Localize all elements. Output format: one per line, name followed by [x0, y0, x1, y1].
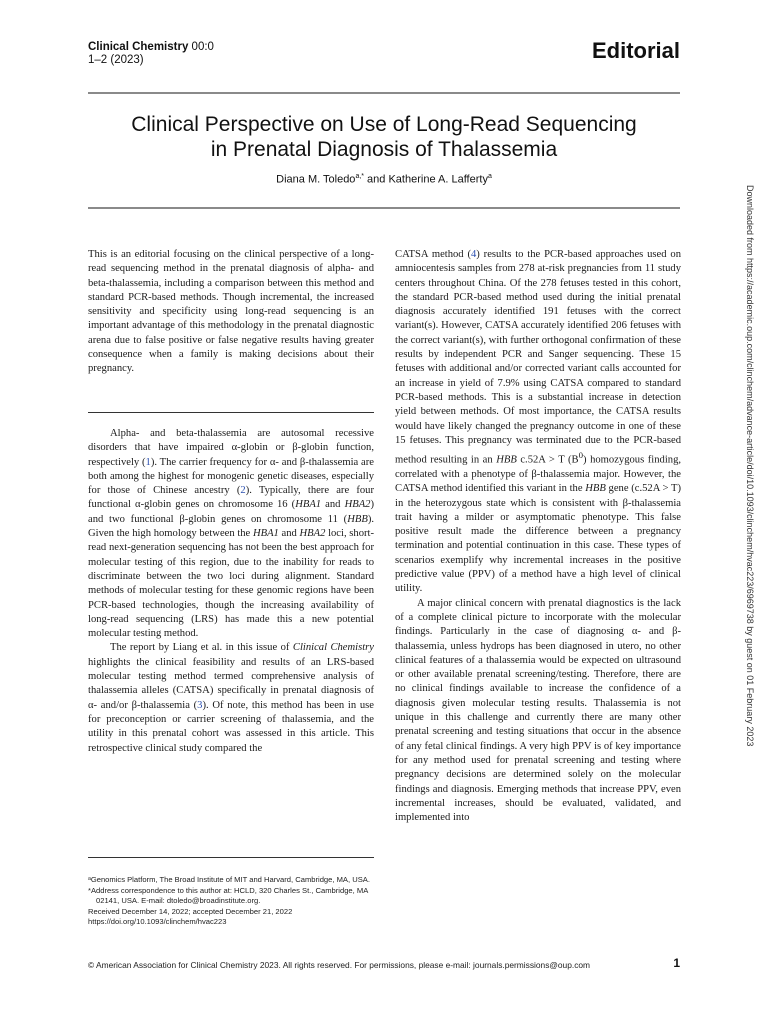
journal-volume: 00:0 [191, 41, 214, 53]
journal-header [88, 41, 214, 67]
abstract-separator [88, 412, 374, 413]
right-column-body [395, 248, 681, 825]
author-2: Katherine A. Lafferty [388, 173, 488, 186]
citation-link[interactable]: 1 [145, 456, 151, 468]
footnotes [88, 875, 378, 928]
footnote-separator [88, 857, 374, 858]
footnote-affiliation: ᵃGenomics Platform, The Broad Institute of MIT and Harvard, Cambridge, MA, USA. [88, 875, 370, 884]
title-line-1: Clinical Perspective on Use of Long-Read Sequencing [131, 113, 637, 136]
section-label: Editorial [591, 38, 680, 63]
body-paragraph: A major clinical concern with prenatal diagnostics is the lack of a complete clinical picture to incorporate with the molecular findings. Particularly in the case of diagnosing α- and β-thalassemia, unless hydrops has been diagnosed in utero, no other clinical features of a thalassemia would be expected on ultrasound or other available prenatal screening/testing. Therefore, there are no clinical findings available to increase the confidence of a diagnosis given molecular testing results. Thalassemia is not unique in this challenge and currently there are many other prenatal screening and testing situations that occur in the absence of any fetal clinical findings. A very high PPV is of key importance for any method used for prenatal screening and testing where pregnancy decisions are determined solely on the molecular findings and diagnosis. Emerging methods that increase PPV, even incremental increases, should be evaluated, validated, and implemented into [395, 597, 681, 824]
citation-link[interactable]: 3 [197, 699, 203, 711]
author-2-marks: a [487, 173, 492, 180]
author-list [88, 173, 680, 186]
download-watermark: Downloaded from https://academic.oup.com/clinchem/advance-article/doi/10.1093/clinchem/hvac223/6969738 by guest on 01 February 2023 [745, 185, 755, 747]
abstract-text: This is an editorial focusing on the clinical perspective of a long-read sequencing method in the prenatal diagnosis of alpha- and beta-thalassemia, including a comparison between this method and standard PCR-based methods. Though incremental, the increased sensitivity and specificity using long-read sequencing is an important advantage of this methodology in the prenatal diagnostic arena due to false positive or false negative results having greater consequence when a family is making decisions about their pregnancy. [88, 249, 374, 375]
page-number: 1 [673, 956, 680, 970]
footnote-correspondence: *Address correspondence to this author at: HCLD, 320 Charles St., Cambridge, MA 02141, USA. E-mail: dtoledo@broadinstitute.org. [88, 885, 368, 905]
body-paragraph: CATSA method (4) results to the PCR-based approaches used on amniocentesis samples from 278 at-risk pregnancies from 11 study centers throughout China. Of the 278 fetuses tested in this cohort, the standard PCR-based method used during the initial prenatal diagnosis accurately identified 191 fetuses with the correct variant(s). However, CATSA accurately identified 206 fetuses with the correct variant(s), with further orthogonal confirmation of these results by independent PCR and Sanger sequencing. These 15 fetuses with additional and/or corrected variant calls accounted for an increase in yield of 7.9% using CATSA compared to standard PCR-based methods. This is a substantial increase in detection yield between methods. Of most importance, the CATSA results would have likely changed the pregnancy outcome in one of these 15 fetuses. This pregnancy was terminated due to the PCR-based method resulting in an HBB c.52A > T $(B^0)$ homozygous finding, correlated with a phenotype of β-thalassemia major. However, the CATSA method identified this variant in the HBB gene (c.52A > T) in the heterozygous state which is consistent with β-thalassemia trait having a milder or asymptomatic phenotype. This false positive result made the difference between a pregnancy termination and potential continuation in this case. These types of scenarios exemplify why incremental increases in the positive predictive value (PPV) of a method have a high level of clinical utility. [395, 249, 682, 595]
author-1: Diana M. Toledo [276, 173, 356, 186]
top-rule [88, 92, 680, 94]
copyright-notice: © American Association for Clinical Chemistry 2023. All rights reserved. For permissions, please e-mail: journals.permissions@oup.com [88, 960, 591, 970]
journal-pages: 1–2 (2023) [88, 54, 144, 66]
authors-and: and [364, 173, 389, 186]
abstract [88, 248, 374, 377]
article-title [88, 112, 680, 162]
citation-link[interactable]: 4 [471, 249, 477, 260]
footnote-dates: Received December 14, 2022; accepted December 21, 2022 [88, 906, 293, 916]
body-paragraph: Alpha- and beta-thalassemia are autosomal recessive disorders that have impaired α-globin or β-globin function, respectively (1). The carrier frequency for α- and β-thalassemia are both among the highest for monogenic genetic diseases, especially for those of Chinese ancestry (2). Typically, there are four functional α-globin genes on chromosome 16 (HBA1 and HBA2) and two functional β-globin genes on chromosome 11 (HBB). Given the high homology between the HBA1 and HBA2 loci, short-read next-generation sequencing has not been the best approach for molecular testing of this region, due to the inability for reads to discriminate between the two loci during alignment. Standard methods of molecular testing for these genomic regions have been PCR-based technologies, though the increasing availability of long-read sequencing (LRS) has made this a new potential molecular testing method. [88, 428, 374, 640]
body-paragraph: The report by Liang et al. in this issue of Clinical Chemistry highlights the clinical feasibility and results of an LRS-based molecular testing method termed comprehensive analysis of thalassemia alleles (CATSA) specifically in prenatal diagnosis of α- and/or β-thalassemia (3). Of note, this method has been in use for preconception or carrier screening of thalassemia, and the utility in this prenatal cohort was assessed in this article. This retrospective clinical study compared the [88, 642, 375, 754]
author-1-marks: a,* [355, 173, 364, 180]
left-column-body [88, 427, 374, 756]
journal-name: Clinical Chemistry [88, 41, 189, 53]
doi-link[interactable]: https://doi.org/10.1093/clinchem/hvac223 [88, 917, 227, 926]
title-rule [88, 207, 680, 209]
citation-link[interactable]: 2 [240, 485, 246, 497]
title-line-2: in Prenatal Diagnosis of Thalassemia [210, 138, 558, 161]
